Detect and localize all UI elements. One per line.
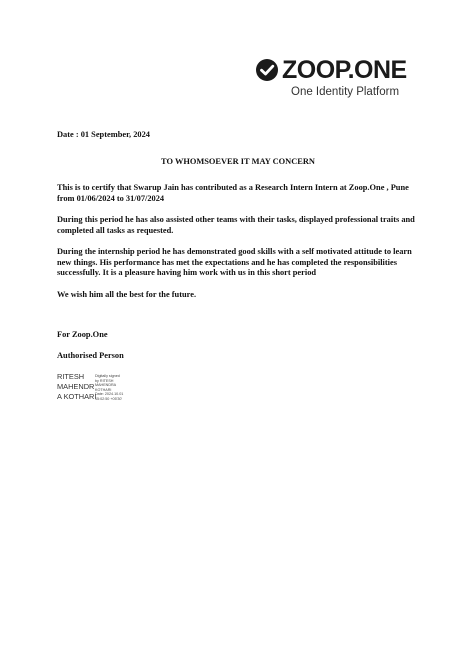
signature-detail-line: Digitally signed xyxy=(95,374,120,378)
signatory-title: Authorised Person xyxy=(57,350,124,360)
signature-details xyxy=(95,374,129,408)
logo-wordmark: ZOOP.ONE xyxy=(282,56,407,84)
signature-name-line: RITESH xyxy=(57,372,85,381)
digital-signature xyxy=(57,372,147,408)
signature-detail-line: KOTHARI xyxy=(95,387,112,392)
signature-detail-line: MAHENDRA xyxy=(95,383,117,388)
paragraph-wishes: We wish him all the best for the future. xyxy=(57,289,197,299)
paragraph-performance: During the internship period he has demonstrated good skills with a self motivated attitude to learn new things. His performance has met the expectations and he has completed the responsibilities successfully. It is a pleasure having him work with us in this short period xyxy=(57,247,412,277)
signature-detail-line: Date: 2024.10.01 xyxy=(95,392,124,397)
letter-body xyxy=(57,130,419,361)
signature-detail-line: by RITESH xyxy=(95,378,114,383)
paragraph-assistance: During this period he has also assisted other teams with their tasks, displayed professional traits and completed all tasks as requested. xyxy=(57,215,415,235)
signature-detail-line: 15:02:50 +05'30' xyxy=(95,396,123,401)
signature-name xyxy=(57,372,97,408)
logo-tagline: One Identity Platform xyxy=(291,86,400,98)
letter-heading: TO WHOMSOEVER IT MAY CONCERN xyxy=(161,156,315,166)
closing-company: For Zoop.One xyxy=(57,330,108,339)
signature-name-line: MAHENDR xyxy=(57,382,95,391)
checkmark-badge-icon xyxy=(255,58,279,82)
paragraph-certification: This is to certify that Swarup Jain has contributed as a Research Intern Intern at Zoop.One , Pune from 01/06/2024 to 31/07/2024 xyxy=(57,183,409,203)
letter-date: Date : 01 September, 2024 xyxy=(57,130,150,139)
company-logo xyxy=(255,56,420,104)
signature-name-line: A KOTHARI xyxy=(57,392,97,401)
